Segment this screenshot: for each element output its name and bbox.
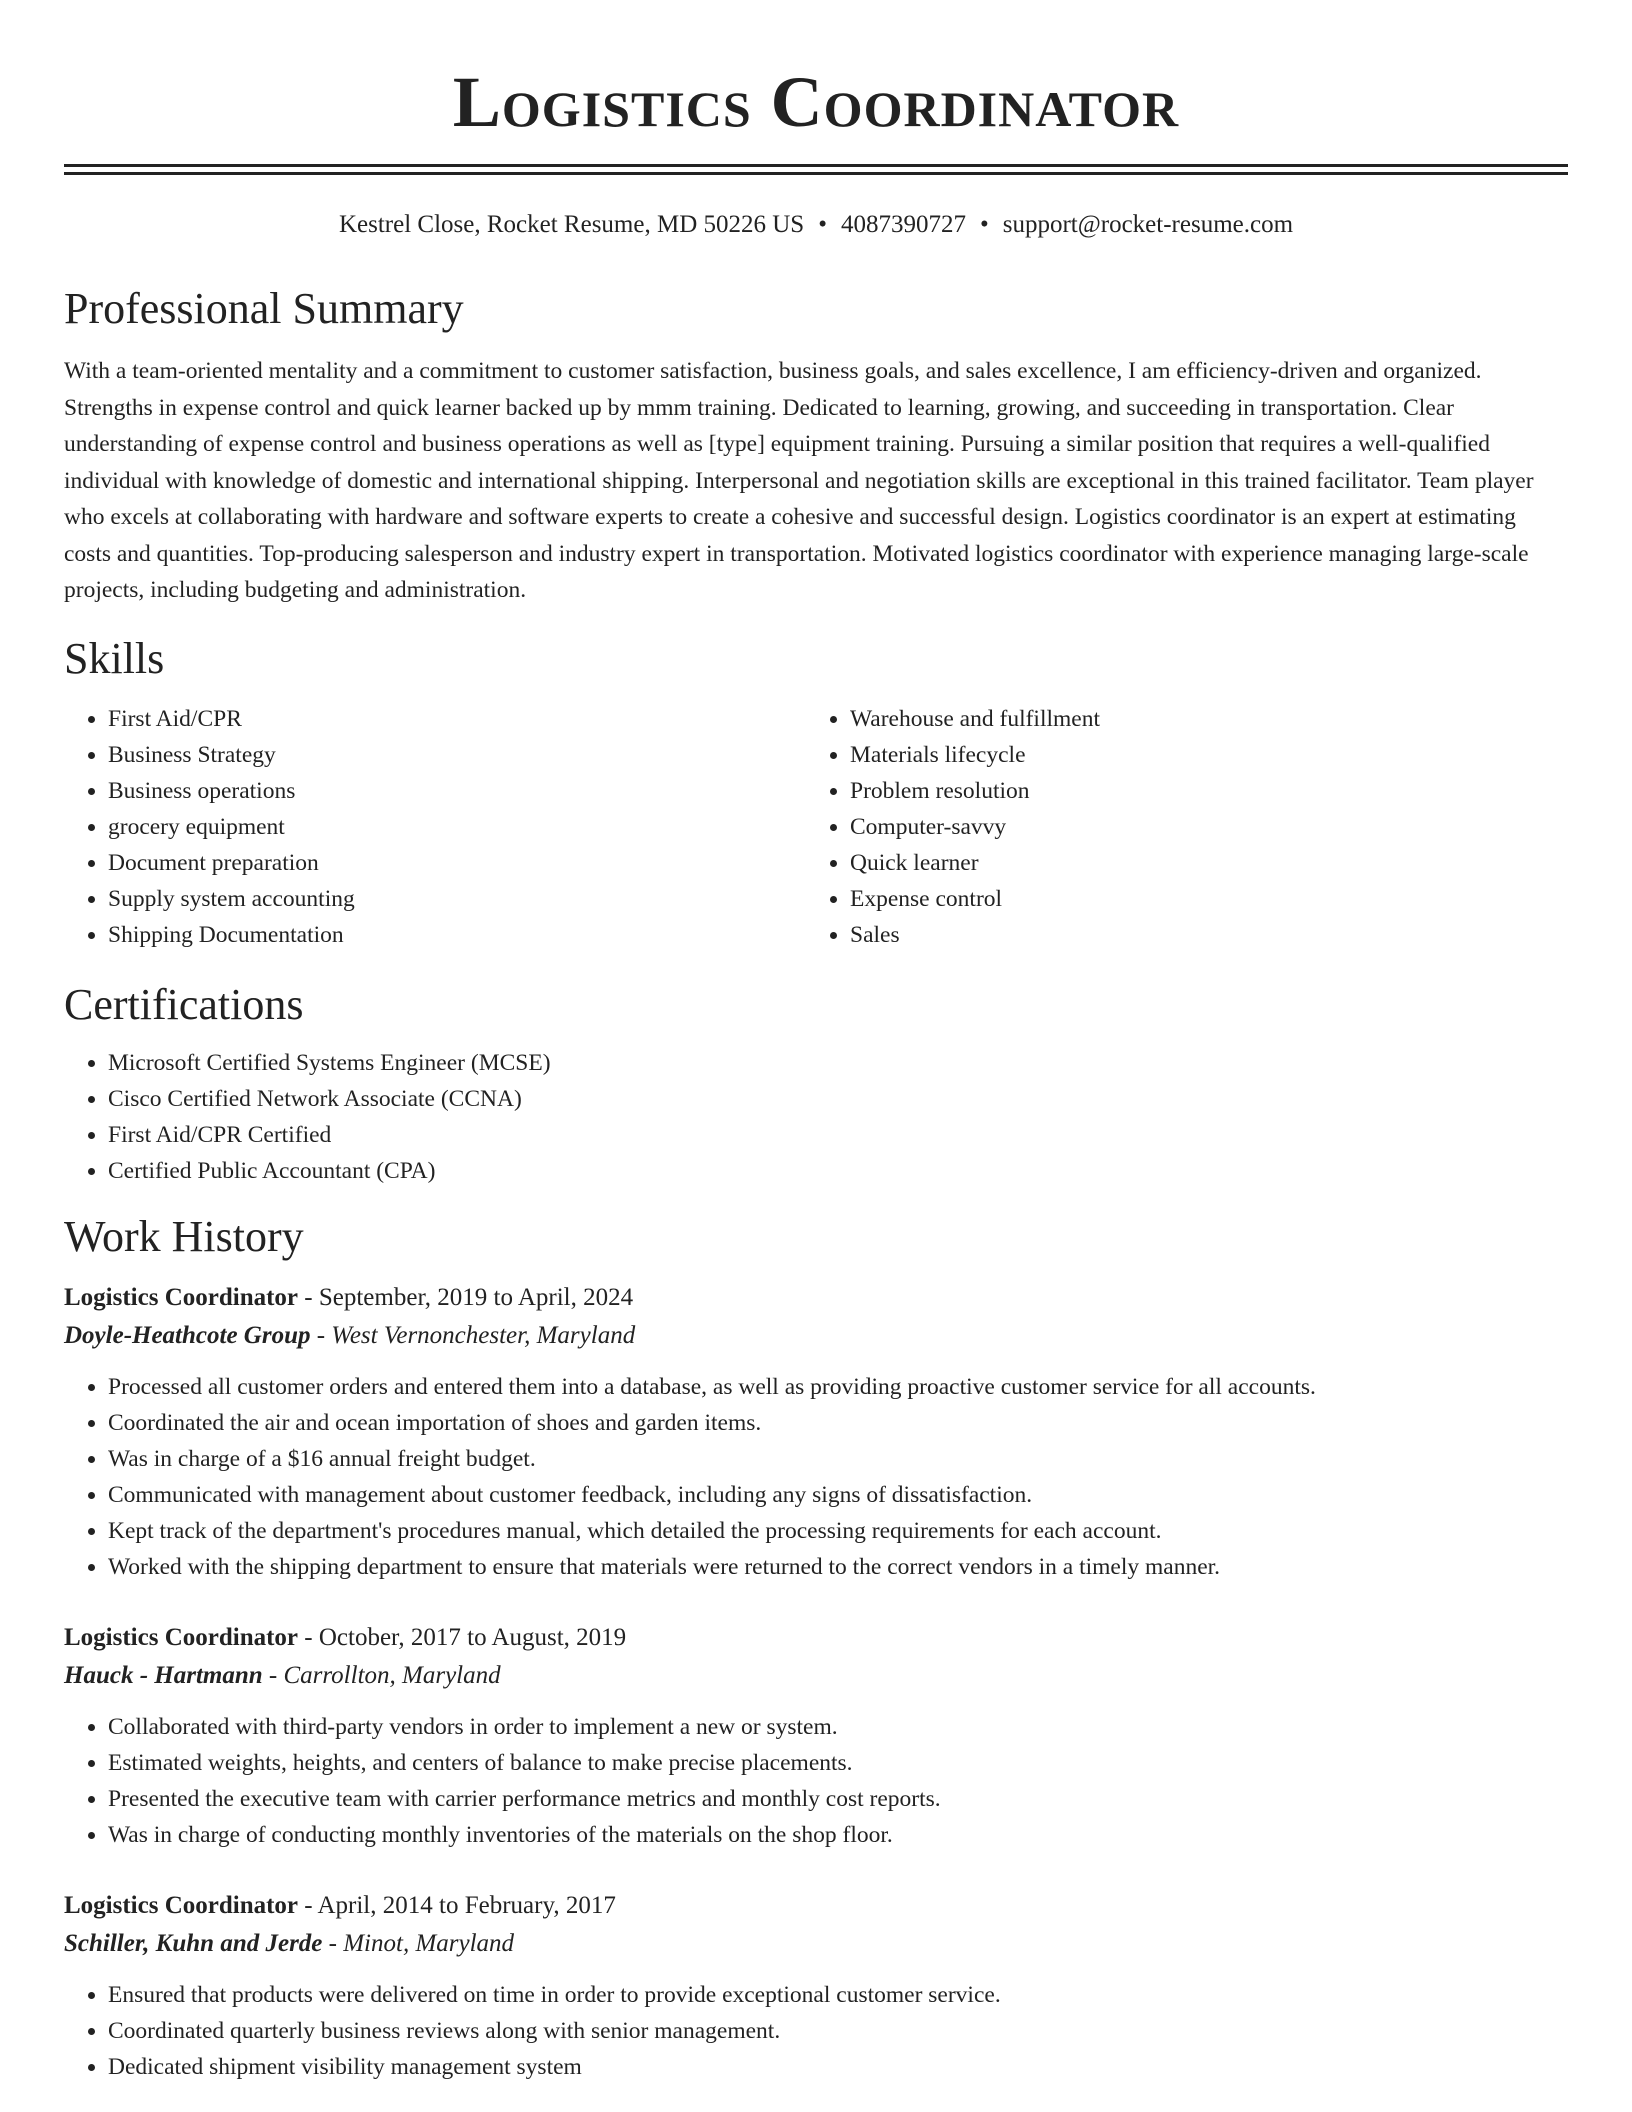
skill-item: • Computer-savvy: [850, 809, 1548, 845]
skills-list-left: [64, 701, 806, 953]
job-bullet: • Was in charge of conducting monthly inventories of the materials on the shop floor.: [108, 1817, 1568, 1853]
summary-heading: Professional Summary: [64, 284, 464, 333]
skill-item: • Supply system accounting: [108, 881, 806, 917]
job-dates: - April, 2014 to February, 2017: [298, 1891, 616, 1919]
job-title-line: [64, 1279, 1568, 1317]
skill-item: • Business Strategy: [108, 737, 806, 773]
skill-item: • Shipping Documentation: [108, 917, 806, 953]
skill-item: • Expense control: [850, 881, 1548, 917]
work-history-heading: Work History: [64, 1211, 304, 1261]
job-bullet: • Was in charge of a $16 annual freight budget.: [108, 1441, 1568, 1477]
title-double-rule: [64, 164, 1568, 175]
company-name: Schiller, Kuhn and Jerde: [64, 1929, 323, 1957]
job-bullet: • Ensured that products were delivered on time in order to provide exceptional customer service.: [108, 1977, 1568, 2013]
company-line: [64, 1317, 1568, 1355]
skill-item: • First Aid/CPR: [108, 701, 806, 737]
skills-column-right: [806, 701, 1548, 953]
company-line: [64, 1925, 1568, 1963]
skill-item: • Warehouse and fulfillment: [850, 701, 1548, 737]
job-entry: [64, 1279, 1568, 1585]
job-bullet: • Estimated weights, heights, and centers of balance to make precise placements.: [108, 1745, 1568, 1781]
certification-item: • Microsoft Certified Systems Engineer (MCSE): [108, 1045, 1568, 1081]
job-bullet: • Dedicated shipment visibility management system: [108, 2049, 1568, 2085]
certifications-heading: Certifications: [64, 979, 304, 1029]
job-bullet: • Coordinated quarterly business reviews along with senior management.: [108, 2013, 1568, 2049]
skill-item: • Business operations: [108, 773, 806, 809]
job-title-line: [64, 1619, 1568, 1657]
certification-item: • First Aid/CPR Certified: [108, 1117, 1568, 1153]
job-bullet: • Kept track of the department's procedures manual, which detailed the processing requirements for each account.: [108, 1513, 1568, 1549]
contact-email: support@rocket-resume.com: [1002, 211, 1294, 238]
skill-item: • Problem resolution: [850, 773, 1548, 809]
job-bullets: [64, 1709, 1568, 1853]
skills-column-left: [64, 701, 806, 953]
certification-item: • Cisco Certified Network Associate (CCNA): [108, 1081, 1568, 1117]
skill-item: • Quick learner: [850, 845, 1548, 881]
company-location: - West Vernonchester, Maryland: [310, 1321, 636, 1349]
contact-line: [64, 209, 1568, 241]
job-dates: - September, 2019 to April, 2024: [298, 1283, 634, 1311]
job-entry: [64, 1887, 1568, 2085]
job-dates: - October, 2017 to August, 2019: [298, 1623, 627, 1651]
contact-separator: •: [979, 211, 989, 238]
job-entry: [64, 1619, 1568, 1853]
skill-item: • Document preparation: [108, 845, 806, 881]
skills-heading: Skills: [64, 633, 165, 683]
skills-grid: [64, 701, 1568, 953]
job-bullet: • Processed all customer orders and entered them into a database, as well as providing proactive customer service for all accounts.: [108, 1369, 1568, 1405]
company-name: Doyle-Heathcote Group: [64, 1321, 311, 1349]
job-bullet: • Collaborated with third-party vendors in order to implement a new or system.: [108, 1709, 1568, 1745]
job-bullet: • Presented the executive team with carrier performance metrics and monthly cost reports.: [108, 1781, 1568, 1817]
summary-text: With a team-oriented mentality and a commitment to customer satisfaction, business goals, and sales excellence, I am efficiency-driven and organized. Strengths in expense control and quick learner backed up by mmm training. Dedicated to learning, growing, and succeeding in transportation. Clear understanding of expense control and business operations as well as [type] equipment training. Pursuing a similar position that requires a well-qualified individual with knowledge of domestic and international shipping. Interpersonal and negotiation skills are exceptional in this trained facilitator. Team player who excels at collaborating with hardware and software experts to create a cohesive and successful design. Logistics coordinator is an expert at estimating costs and quantities. Top-producing salesperson and industry expert in transportation. Motivated logistics coordinator with experience managing large-scale projects, including budgeting and administration.: [64, 358, 1534, 603]
company-location: - Carrollton, Maryland: [262, 1661, 501, 1689]
job-bullet: • Coordinated the air and ocean importation of shoes and garden items.: [108, 1405, 1568, 1441]
skill-item: • Sales: [850, 917, 1548, 953]
resume-title: Logistics Coordinator: [452, 62, 1180, 142]
job-title: Logistics Coordinator: [64, 1283, 299, 1311]
skill-item: • Materials lifecycle: [850, 737, 1548, 773]
company-location: - Minot, Maryland: [322, 1929, 515, 1957]
contact-phone: 4087390727: [840, 211, 966, 238]
job-title: Logistics Coordinator: [64, 1623, 299, 1651]
certifications-list: [64, 1045, 1568, 1189]
contact-address: Kestrel Close, Rocket Resume, MD 50226 US: [338, 211, 805, 238]
resume-page: [64, 0, 1568, 2085]
skills-list-right: [806, 701, 1548, 953]
certification-item: • Certified Public Accountant (CPA): [108, 1153, 1568, 1189]
job-bullets: [64, 1369, 1568, 1585]
job-bullet: • Worked with the shipping department to ensure that materials were returned to the correct vendors in a timely manner.: [108, 1549, 1568, 1585]
job-bullet: • Communicated with management about customer feedback, including any signs of dissatisfaction.: [108, 1477, 1568, 1513]
job-title-line: [64, 1887, 1568, 1925]
contact-separator: •: [818, 211, 827, 238]
company-name: Hauck - Hartmann: [64, 1661, 263, 1689]
job-title: Logistics Coordinator: [64, 1891, 299, 1919]
company-line: [64, 1657, 1568, 1695]
job-bullets: [64, 1977, 1568, 2085]
skill-item: • grocery equipment: [108, 809, 806, 845]
